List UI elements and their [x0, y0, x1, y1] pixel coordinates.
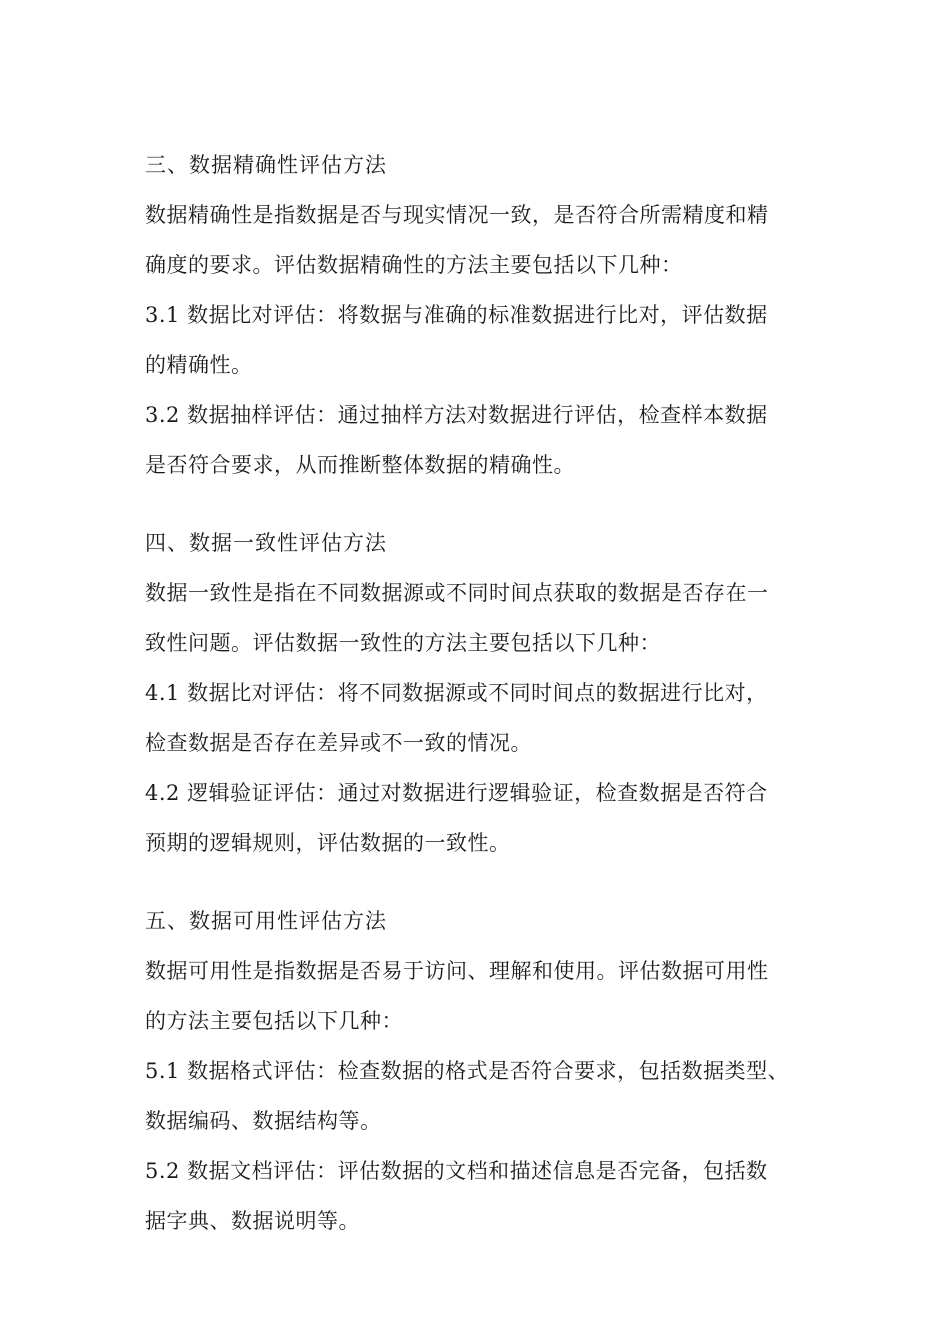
section-precision: [145, 140, 825, 490]
paragraph-line: 3.2 数据抽样评估：通过抽样方法对数据进行评估，检查样本数据: [145, 403, 768, 427]
paragraph-line: 确度的要求。评估数据精确性的方法主要包括以下几种：: [145, 253, 683, 277]
paragraph-line: 数据一致性是指在不同数据源或不同时间点获取的数据是否存在一: [145, 581, 769, 605]
section-heading: 五、数据可用性评估方法: [145, 909, 387, 933]
paragraph-line: 数据可用性是指数据是否易于访问、理解和使用。评估数据可用性: [145, 959, 769, 983]
paragraph-line: 5.2 数据文档评估：评估数据的文档和描述信息是否完备，包括数: [145, 1159, 768, 1183]
paragraph-line: 预期的逻辑规则，评估数据的一致性。: [145, 831, 511, 855]
paragraph-line: 是否符合要求，从而推断整体数据的精确性。: [145, 453, 575, 477]
document-body: [145, 140, 825, 1274]
paragraph-line: 3.1 数据比对评估：将数据与准确的标准数据进行比对，评估数据: [145, 303, 768, 327]
paragraph-line: 数据编码、数据结构等。: [145, 1109, 382, 1133]
paragraph-line: 的精确性。: [145, 353, 253, 377]
paragraph-line: 的方法主要包括以下几种：: [145, 1009, 403, 1033]
paragraph-line: 数据精确性是指数据是否与现实情况一致，是否符合所需精度和精: [145, 203, 769, 227]
paragraph-line: 4.2 逻辑验证评估：通过对数据进行逻辑验证，检查数据是否符合: [145, 781, 768, 805]
paragraph-line: 4.1 数据比对评估：将不同数据源或不同时间点的数据进行比对，: [145, 681, 768, 705]
paragraph-line: 致性问题。评估数据一致性的方法主要包括以下几种：: [145, 631, 661, 655]
section-consistency: [145, 518, 825, 868]
paragraph-line: 5.1 数据格式评估：检查数据的格式是否符合要求，包括数据类型、: [145, 1059, 790, 1083]
section-usability: [145, 896, 825, 1246]
paragraph-line: 据字典、数据说明等。: [145, 1209, 360, 1233]
section-heading: 四、数据一致性评估方法: [145, 531, 387, 555]
section-heading: 三、数据精确性评估方法: [145, 153, 387, 177]
paragraph-line: 检查数据是否存在差异或不一致的情况。: [145, 731, 532, 755]
